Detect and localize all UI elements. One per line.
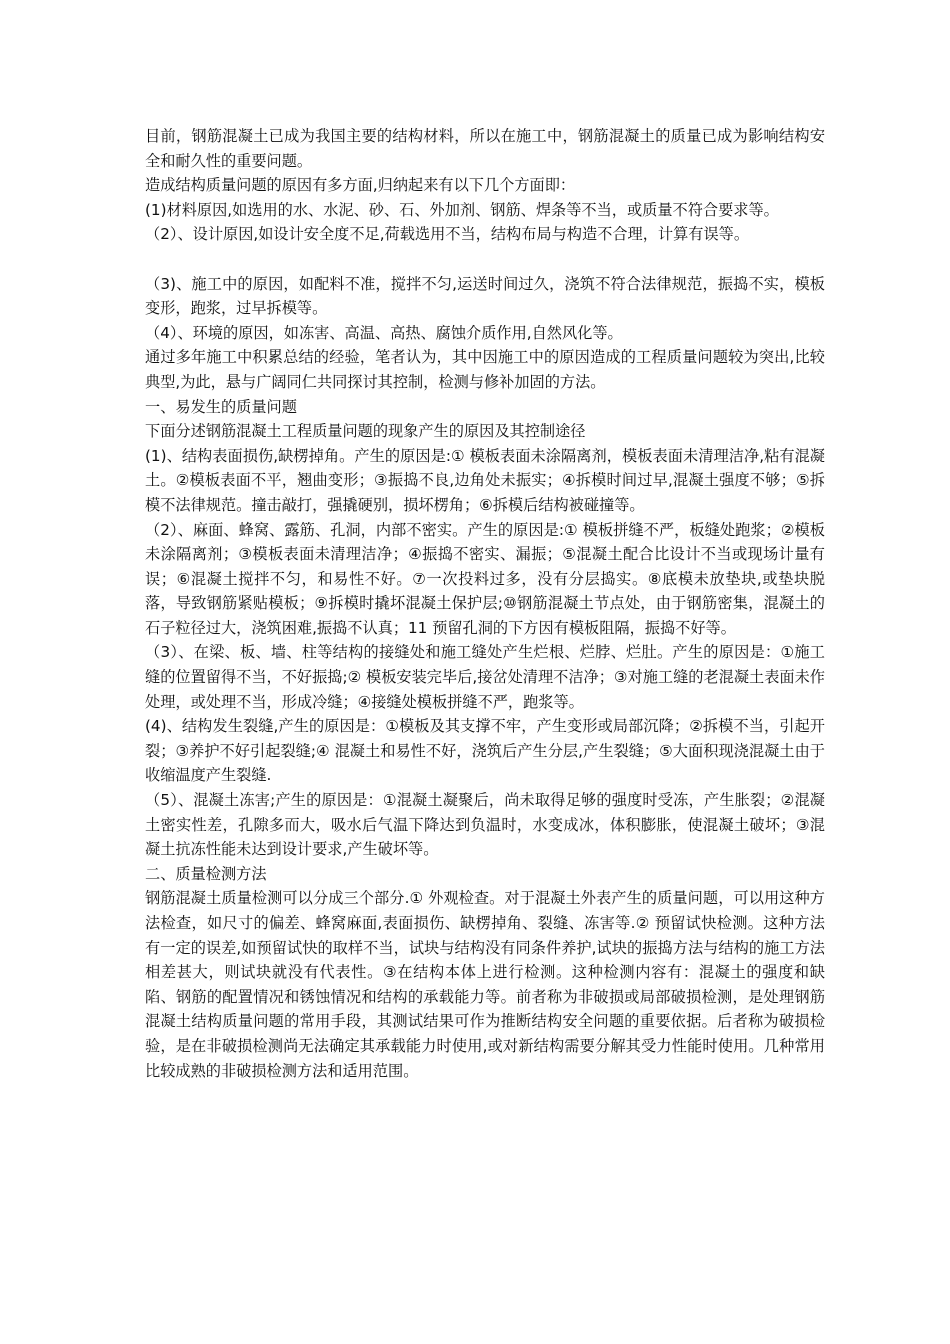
paragraph-experience: 通过多年施工中积累总结的经验，笔者认为，其中因施工中的原因造成的工程质量问题较为突出,比较典型,为此，悬与广阔同仁共同探讨其控制，检测与修补加固的方法。 [145,348,825,391]
section-heading-problems: 一、易发生的质量问题 [145,397,297,416]
paragraph-testing-methods: 钢筋混凝土质量检测可以分成三个部分.① 外观检查。对于混凝土外表产生的质量问题，可以用这种方法检查，如尺寸的偏差、蜂窝麻面,表面损伤、缺楞掉角、裂缝、冻害等.② 预留试快检测。这种方法有一定的误差,如预留试快的取样不当，试块与结构没有同条件养护,试块的振捣方法与结构的施工方法相差甚大，则试块就没有代表性。③在结构本体上进行检测。这种检测内容有：混凝土的强度和缺陷、钢筋的配置情况和锈蚀情况和结构的承载能力等。前者称为非破损或局部破损检测，是处理钢筋混凝土结构质量问题的常用手段，其测试结果可作为推断结构安全问题的重要依据。后者称为破损检验，是在非破损检测尚无法确定其承载能力时使用,或对新结构需要分解其受力性能时使用。几种常用比较成熟的非破损检测方法和适用范围。 [145,889,825,1080]
paragraph-problem-frost: （5）、混凝土冻害;产生的原因是：①混凝土凝聚后，尚未取得足够的强度时受冻，产生胀裂；②混凝土密实性差，孔隙多而大，吸水后气温下降达到负温时，水变成冰，体积膨胀，使混凝土破坏；③混凝土抗冻性能未达到设计要求,产生破坏等。 [145,791,825,859]
paragraph-problems-intro: 下面分述钢筋混凝土工程质量问题的现象产生的原因及其控制途径 [145,422,586,441]
paragraph-problem-joints: （3）、在梁、板、墙、柱等结构的接缝处和施工缝处产生烂根、烂脖、烂肚。产生的原因是：①施工缝的位置留得不当，不好振捣;② 模板安装完毕后,接岔处清理不洁净；③对施工缝的老混凝土表面未作处理，或处理不当，形成冷缝；④接缝处模板拼缝不严，跑浆等。 [145,643,825,711]
document-body [145,124,825,1083]
section-heading-testing: 二、质量检测方法 [145,864,267,883]
paragraph-cause-environment: （4）、环境的原因，如冻害、高温、高热、腐蚀介质作用,自然风化等。 [145,323,623,342]
paragraph-cause-design: （2）、设计原因,如设计安全度不足,荷载选用不当，结构布局与构造不合理，计算有误等。 [145,225,750,244]
paragraph-problem-honeycomb: （2）、麻面、蜂窝、露筋、孔洞，内部不密实。产生的原因是:① 模板拼缝不严，板缝处跑浆；②模板未涂隔离剂；③模板表面未清理洁净；④振捣不密实、漏振；⑤混凝土配合比设计不当或现场计量有误；⑥混凝土搅拌不匀，和易性不好。⑦一次投料过多，没有分层捣实。⑧底模未放垫块,或垫块脱落，导致钢筋紧贴模板；⑨拆模时撬坏混凝土保护层;⑩钢筋混凝土节点处，由于钢筋密集，混凝土的石子粒径过大，浇筑困难,振捣不认真；11 预留孔洞的下方因有模板阻隔，振捣不好等。 [145,520,825,637]
paragraph-cause-materials: (1)材料原因,如选用的水、水泥、砂、石、外加剂、钢筋、焊条等不当，或质量不符合要求等。 [145,200,779,219]
paragraph-problem-cracks: (4)、结构发生裂缝,产生的原因是：①模板及其支撑不牢，产生变形或局部沉降；②拆模不当，引起开裂；③养护不好引起裂缝;④ 混凝土和易性不好，浇筑后产生分层,产生裂缝；⑤大面积现浇混凝土由于收缩温度产生裂缝. [145,717,825,785]
paragraph-cause-construction: （3)、施工中的原因，如配料不准，搅拌不匀,运送时间过久，浇筑不符合法律规范，振捣不实，模板变形，跑浆，过早拆模等。 [145,274,825,318]
paragraph-intro: 目前，钢筋混凝土已成为我国主要的结构材料，所以在施工中，钢筋混凝土的质量已成为影响结构安全和耐久性的重要问题。 [145,127,825,170]
paragraph-problem-surface-damage: (1)、结构表面损伤,缺楞掉角。产生的原因是:① 模板表面未涂隔离剂，模板表面未清理洁净,粘有混凝土。②模板表面不平，翘曲变形；③振捣不良,边角处未振实；④拆模时间过早,混凝土强度不够；⑤拆模不法律规范。撞击敲打，强撬硬别，损坏楞角；⑥拆模后结构被碰撞等。 [145,446,825,514]
paragraph-causes-summary: 造成结构质量问题的原因有多方面,归纳起来有以下几个方面即： [145,176,576,195]
